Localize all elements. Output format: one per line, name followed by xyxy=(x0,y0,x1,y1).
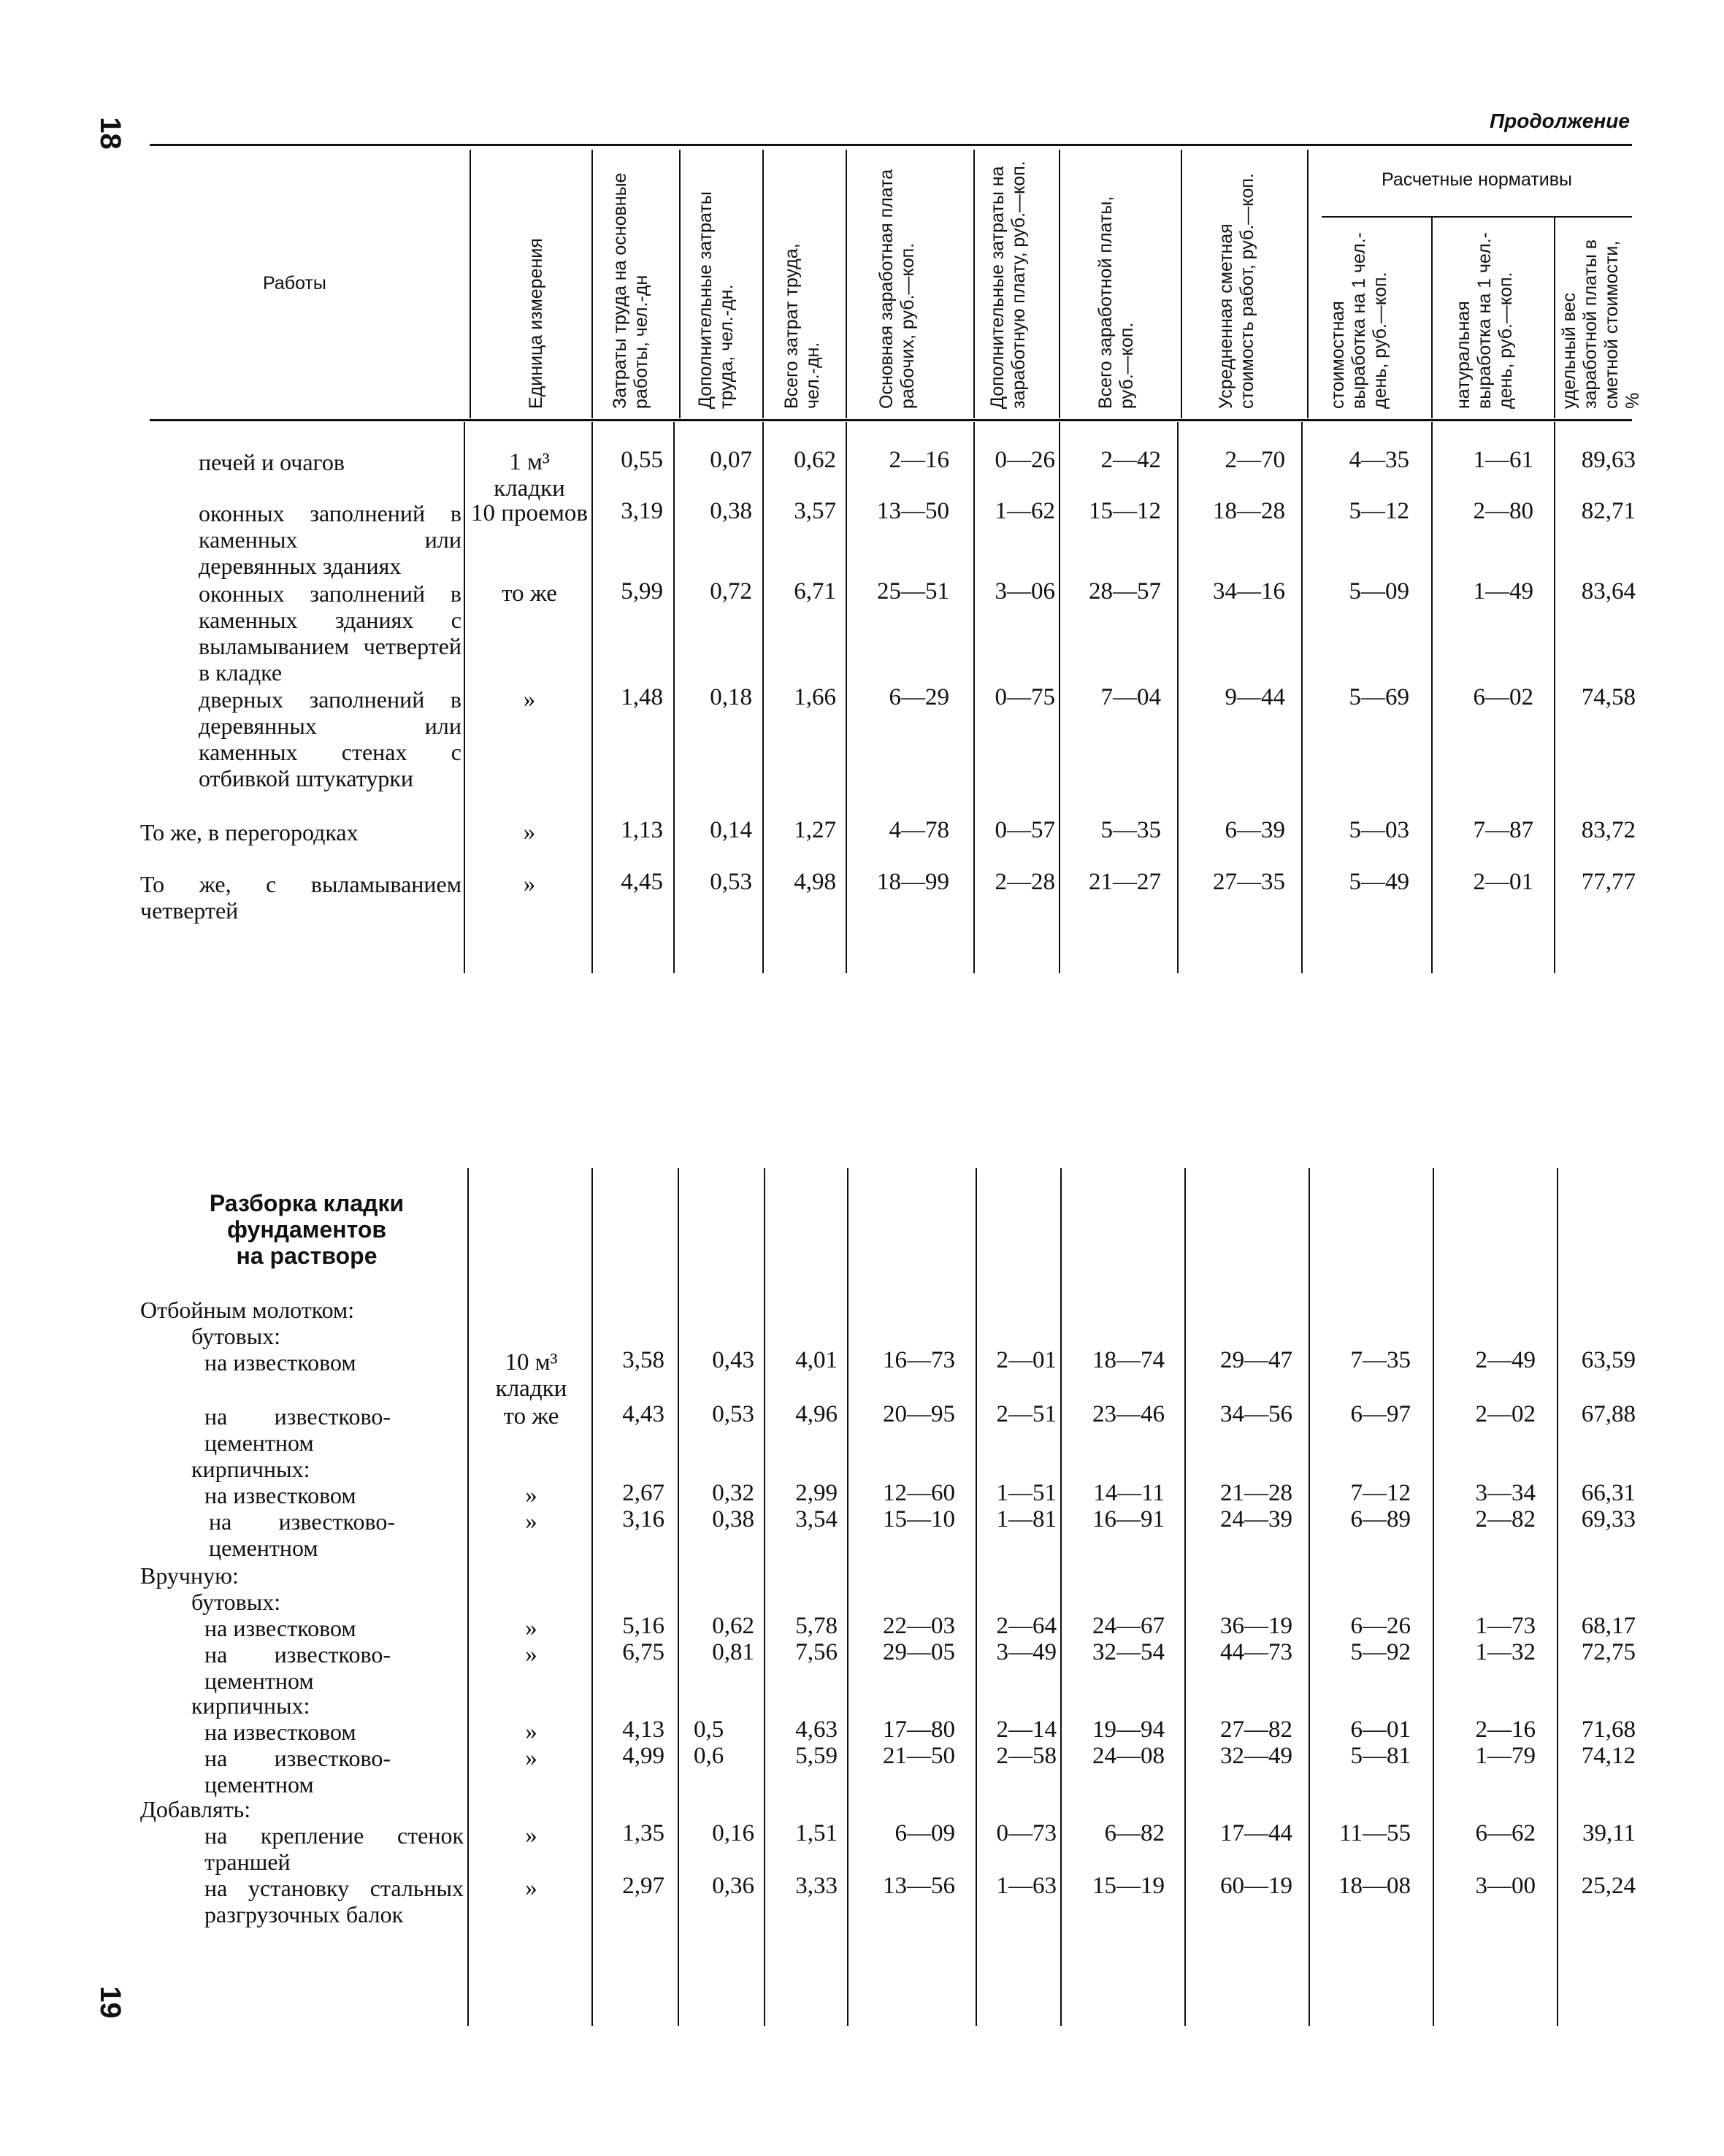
cell-labor-add: 0,14 xyxy=(710,817,752,843)
section-title xyxy=(183,1190,431,1269)
cell-norm-share: 89,63 xyxy=(1581,447,1636,473)
unit-cell: » xyxy=(525,1641,537,1668)
cell-norm-nat: 7—87 xyxy=(1473,817,1533,843)
cell-labor-main: 5,16 xyxy=(622,1613,664,1639)
group-label: Добавлять: xyxy=(140,1796,251,1822)
subgroup-label: кирпичных: xyxy=(191,1692,310,1719)
cell-labor-total: 4,01 xyxy=(795,1347,838,1373)
cell-wage-total: 24—08 xyxy=(1092,1743,1165,1769)
col-sep xyxy=(976,1168,977,2026)
cell-labor-main: 3,19 xyxy=(621,498,663,524)
unit-cell: » xyxy=(525,1615,537,1641)
work-label: на известковом xyxy=(204,1719,356,1745)
header-wage-total: Всего заработной платы, руб.—коп. xyxy=(1095,196,1137,409)
header-unit: Единица измерения xyxy=(526,238,546,409)
cell-labor-add-wage: 0—75 xyxy=(995,684,1055,710)
header-labor-add-wage: Дополнительные затраты на заработную плату, руб.—коп. xyxy=(987,161,1029,409)
cell-wage-main: 15—10 xyxy=(883,1506,955,1532)
unit-cell: » xyxy=(523,819,536,845)
cell-norm-share: 82,71 xyxy=(1581,498,1636,524)
cell-wage-total: 18—74 xyxy=(1092,1347,1165,1373)
cell-labor-total: 4,63 xyxy=(795,1716,838,1743)
cell-labor-add: 0,18 xyxy=(710,684,752,710)
cell-wage-total: 28—57 xyxy=(1089,578,1161,605)
page-number-right: 19 xyxy=(93,1986,126,2019)
cell-labor-add-wage: 2—28 xyxy=(995,869,1055,895)
cell-norm-nat: 2—02 xyxy=(1475,1401,1536,1427)
cell-labor-add: 0,72 xyxy=(710,578,752,605)
cell-norm-share: 83,64 xyxy=(1581,578,1636,605)
col-sep xyxy=(678,1168,679,2026)
cell-labor-add-wage: 0—57 xyxy=(995,817,1055,843)
work-label: дверных заполнений в деревянных или каменных стенах с отбивкой штукатурки xyxy=(199,686,461,791)
cell-labor-main: 1,35 xyxy=(622,1820,664,1846)
cell-wage-main: 25—51 xyxy=(877,578,949,605)
cell-labor-total: 1,51 xyxy=(795,1820,838,1846)
col-sep xyxy=(762,422,764,973)
subgroup-label: бутовых: xyxy=(191,1323,281,1349)
cell-labor-add-wage: 0—73 xyxy=(996,1820,1057,1846)
cell-labor-add: 0,5 xyxy=(694,1716,724,1743)
cell-norm-share: 71,68 xyxy=(1581,1716,1636,1743)
work-label: оконных заполнений в каменных зданиях с выламыванием четвертей в кладке xyxy=(199,580,461,686)
cell-norm-share: 66,31 xyxy=(1581,1480,1636,1506)
cell-norm-cost: 4—35 xyxy=(1349,447,1409,473)
cell-wage-total: 6—82 xyxy=(1104,1820,1165,1846)
cell-norm-nat: 6—62 xyxy=(1475,1820,1536,1846)
cell-wage-main: 6—09 xyxy=(894,1820,955,1846)
col-sep xyxy=(591,1168,593,2026)
cell-wage-main: 16—73 xyxy=(883,1347,955,1373)
cell-norm-cost: 5—09 xyxy=(1349,578,1409,605)
cell-labor-add: 0,43 xyxy=(712,1347,754,1373)
unit-cell: » xyxy=(523,686,536,713)
cell-labor-main: 2,97 xyxy=(622,1873,664,1899)
cell-wage-total: 21—27 xyxy=(1089,869,1161,895)
subgroup-label: бутовых: xyxy=(191,1589,281,1615)
header-sep xyxy=(679,150,681,418)
cell-wage-total: 14—11 xyxy=(1093,1480,1165,1506)
cell-labor-total: 5,59 xyxy=(795,1743,838,1769)
cell-norm-share: 25,24 xyxy=(1581,1873,1636,1899)
cell-labor-add: 0,07 xyxy=(710,447,752,473)
cell-labor-add-wage: 1—63 xyxy=(996,1873,1057,1899)
cell-labor-add: 0,81 xyxy=(712,1639,754,1665)
work-label: печей и очагов xyxy=(199,449,345,475)
cell-norm-share: 72,75 xyxy=(1581,1639,1636,1665)
section-title-line: на растворе xyxy=(236,1243,378,1269)
unit-cell: то же xyxy=(503,1403,559,1430)
header-sep xyxy=(1554,218,1555,418)
cell-avg-cost: 27—82 xyxy=(1220,1716,1292,1743)
header-wage-main: Основная заработная плата рабочих, руб.—коп. xyxy=(876,169,918,409)
cell-labor-add-wage: 1—51 xyxy=(996,1480,1057,1506)
unit-cell: 10 проемов xyxy=(471,500,588,526)
work-label: на известково-цементном xyxy=(204,1641,391,1694)
cell-labor-add: 0,32 xyxy=(712,1480,754,1506)
cell-labor-main: 4,43 xyxy=(622,1401,664,1427)
unit-cell: » xyxy=(525,1822,537,1849)
col-sep xyxy=(1433,1168,1434,2026)
cell-avg-cost: 44—73 xyxy=(1220,1639,1292,1665)
header-sep xyxy=(973,150,975,418)
cell-norm-share: 74,12 xyxy=(1581,1743,1636,1769)
col-sep xyxy=(847,1168,848,2026)
group-label: Вручную: xyxy=(140,1562,239,1589)
cell-avg-cost: 29—47 xyxy=(1220,1347,1292,1373)
cell-labor-add-wage: 2—01 xyxy=(996,1347,1057,1373)
cell-labor-total: 4,96 xyxy=(795,1401,838,1427)
header-avg-cost: Усредненная сметная стоимость работ, руб.—коп. xyxy=(1216,173,1257,409)
cell-wage-main: 4—78 xyxy=(889,817,949,843)
cell-labor-total: 1,27 xyxy=(794,817,836,843)
cell-labor-total: 3,57 xyxy=(794,498,836,524)
cell-avg-cost: 36—19 xyxy=(1220,1613,1292,1639)
cell-norm-cost: 6—97 xyxy=(1350,1401,1411,1427)
cell-labor-main: 3,58 xyxy=(622,1347,664,1373)
cell-norm-nat: 2—49 xyxy=(1475,1347,1536,1373)
work-label: То же, с выламыванием четвертей xyxy=(140,871,461,924)
cell-wage-total: 24—67 xyxy=(1092,1613,1165,1639)
col-sep xyxy=(1184,1168,1186,2026)
header-labor-total: Всего затрат труда, чел.-дн. xyxy=(781,243,823,409)
header-labor-main: Затраты труда на основные работы, чел.-дн xyxy=(610,172,651,409)
cell-labor-add-wage: 3—06 xyxy=(995,578,1055,605)
cell-norm-cost: 5—49 xyxy=(1349,869,1409,895)
cell-wage-main: 6—29 xyxy=(889,684,949,710)
cell-avg-cost: 60—19 xyxy=(1220,1873,1292,1899)
cell-wage-main: 20—95 xyxy=(883,1401,955,1427)
cell-labor-main: 0,55 xyxy=(621,447,663,473)
cell-norm-nat: 1—61 xyxy=(1473,447,1533,473)
cell-avg-cost: 6—39 xyxy=(1225,817,1285,843)
unit-cell: то же xyxy=(502,580,557,607)
norms-rule xyxy=(1322,216,1632,218)
cell-wage-total: 23—46 xyxy=(1092,1401,1165,1427)
cell-norm-share: 74,58 xyxy=(1581,684,1636,710)
header-sep xyxy=(762,150,764,418)
cell-labor-add-wage: 2—64 xyxy=(996,1613,1057,1639)
cell-labor-total: 1,66 xyxy=(794,684,836,710)
cell-labor-total: 0,62 xyxy=(794,447,836,473)
col-sep xyxy=(973,422,975,973)
cell-wage-total: 16—91 xyxy=(1092,1506,1165,1532)
work-label: на известково-цементном xyxy=(204,1403,391,1456)
cell-labor-main: 1,48 xyxy=(621,684,663,710)
cell-norm-share: 63,59 xyxy=(1581,1347,1636,1373)
cell-labor-total: 2,99 xyxy=(795,1480,838,1506)
cell-wage-main: 22—03 xyxy=(883,1613,955,1639)
cell-wage-total: 19—94 xyxy=(1092,1716,1165,1743)
cell-avg-cost: 21—28 xyxy=(1220,1480,1292,1506)
unit-cell: 1 м³ кладки xyxy=(494,449,565,502)
cell-norm-cost: 6—89 xyxy=(1350,1506,1411,1532)
cell-labor-add-wage: 0—26 xyxy=(995,447,1055,473)
work-label: на известковом xyxy=(204,1482,356,1508)
cell-norm-nat: 2—16 xyxy=(1475,1716,1536,1743)
section-title-line: Разборка кладки xyxy=(209,1190,405,1216)
cell-labor-total: 7,56 xyxy=(795,1639,838,1665)
cell-labor-add-wage: 2—14 xyxy=(996,1716,1057,1743)
header-norms: Расчетные нормативы xyxy=(1382,169,1572,190)
cell-avg-cost: 27—35 xyxy=(1213,869,1285,895)
cell-wage-total: 15—19 xyxy=(1092,1873,1165,1899)
cell-norm-nat: 1—73 xyxy=(1475,1613,1536,1639)
cell-avg-cost: 9—44 xyxy=(1225,684,1285,710)
unit-cell: » xyxy=(525,1745,537,1771)
cell-labor-main: 5,99 xyxy=(621,578,663,605)
cell-labor-add: 0,62 xyxy=(712,1613,754,1639)
col-sep xyxy=(464,422,465,973)
cell-labor-add: 0,6 xyxy=(694,1743,724,1769)
cell-norm-cost: 5—92 xyxy=(1350,1639,1411,1665)
col-sep xyxy=(764,1168,765,2026)
work-label: То же, в перегородках xyxy=(140,819,359,845)
cell-avg-cost: 17—44 xyxy=(1220,1820,1292,1846)
col-sep xyxy=(1177,422,1179,973)
cell-norm-cost: 18—08 xyxy=(1338,1873,1411,1899)
col-sep xyxy=(467,1168,469,2026)
cell-norm-nat: 2—01 xyxy=(1473,869,1533,895)
work-label: на известково-цементном xyxy=(204,1745,391,1798)
unit-cell: » xyxy=(523,871,536,897)
cell-labor-add: 0,38 xyxy=(710,498,752,524)
cell-norm-share: 69,33 xyxy=(1581,1506,1636,1532)
col-sep xyxy=(1557,1168,1558,2026)
col-sep xyxy=(1060,1168,1062,2026)
unit-cell: 10 м³ кладки xyxy=(495,1349,567,1402)
header-norm-share: удельный вес заработной платы в сметной стоимости, % xyxy=(1559,239,1643,409)
work-label: на известковом xyxy=(204,1349,356,1376)
col-sep xyxy=(1301,422,1303,973)
unit-cell: » xyxy=(525,1719,537,1745)
cell-norm-cost: 5—12 xyxy=(1349,498,1409,524)
cell-norm-nat: 1—79 xyxy=(1475,1743,1536,1769)
cell-wage-main: 17—80 xyxy=(883,1716,955,1743)
cell-wage-main: 13—50 xyxy=(877,498,949,524)
header-bottom-rule xyxy=(150,419,1632,421)
cell-labor-main: 3,16 xyxy=(622,1506,664,1532)
cell-labor-add-wage: 1—81 xyxy=(996,1506,1057,1532)
cell-norm-cost: 11—55 xyxy=(1339,1820,1411,1846)
cell-avg-cost: 18—28 xyxy=(1213,498,1285,524)
col-sep xyxy=(1431,422,1433,973)
cell-labor-add: 0,36 xyxy=(712,1873,754,1899)
cell-norm-nat: 6—02 xyxy=(1473,684,1533,710)
page-number-left: 18 xyxy=(93,117,126,150)
cell-norm-nat: 2—80 xyxy=(1473,498,1533,524)
work-label: на известково-цементном xyxy=(209,1508,395,1561)
cell-norm-share: 39,11 xyxy=(1582,1820,1636,1846)
cell-norm-nat: 3—00 xyxy=(1475,1873,1536,1899)
cell-norm-nat: 3—34 xyxy=(1475,1480,1536,1506)
header-sep xyxy=(470,150,471,418)
header-works: Работы xyxy=(263,273,326,294)
subgroup-label: кирпичных: xyxy=(191,1456,310,1482)
group-label: Отбойным молотком: xyxy=(140,1297,355,1323)
cell-norm-nat: 1—49 xyxy=(1473,578,1533,605)
cell-avg-cost: 2—70 xyxy=(1225,447,1285,473)
cell-labor-total: 3,54 xyxy=(795,1506,838,1532)
cell-norm-cost: 5—03 xyxy=(1349,817,1409,843)
cell-labor-main: 2,67 xyxy=(622,1480,664,1506)
header-norm-cost: стоимостная выработка на 1 чел.-день, руб.—коп. xyxy=(1328,232,1390,409)
cell-norm-cost: 7—12 xyxy=(1350,1480,1411,1506)
cell-norm-cost: 5—69 xyxy=(1349,684,1409,710)
unit-cell: » xyxy=(525,1875,537,1901)
cell-labor-main: 4,99 xyxy=(622,1743,664,1769)
cell-norm-share: 67,88 xyxy=(1581,1401,1636,1427)
cell-norm-cost: 6—26 xyxy=(1350,1613,1411,1639)
cell-wage-total: 32—54 xyxy=(1092,1639,1165,1665)
cell-labor-total: 3,33 xyxy=(795,1873,838,1899)
cell-wage-main: 12—60 xyxy=(883,1480,955,1506)
cell-wage-total: 5—35 xyxy=(1100,817,1161,843)
cell-labor-add-wage: 3—49 xyxy=(996,1639,1057,1665)
header-sep xyxy=(591,150,593,418)
cell-labor-add: 0,38 xyxy=(712,1506,754,1532)
cell-labor-main: 4,13 xyxy=(622,1716,664,1743)
header-norm-nat: натуральная выработка на 1 чел.-день, руб.—коп. xyxy=(1453,232,1516,409)
work-label: на крепление стенок траншей xyxy=(204,1822,464,1875)
cell-norm-cost: 5—81 xyxy=(1350,1743,1411,1769)
cell-wage-main: 18—99 xyxy=(877,869,949,895)
cell-labor-add: 0,53 xyxy=(712,1401,754,1427)
cell-avg-cost: 24—39 xyxy=(1220,1506,1292,1532)
work-label: на установку стальных разгрузочных балок xyxy=(204,1875,464,1927)
cell-labor-main: 6,75 xyxy=(622,1639,664,1665)
work-label: на известковом xyxy=(204,1615,356,1641)
cell-labor-total: 5,78 xyxy=(795,1613,838,1639)
cell-labor-add-wage: 2—51 xyxy=(996,1401,1057,1427)
unit-cell: » xyxy=(525,1482,537,1508)
header-sep xyxy=(846,150,847,418)
cell-norm-share: 77,77 xyxy=(1581,869,1636,895)
cell-wage-main: 13—56 xyxy=(883,1873,955,1899)
col-sep xyxy=(1309,1168,1310,2026)
cell-avg-cost: 34—56 xyxy=(1220,1401,1292,1427)
col-sep xyxy=(1059,422,1060,973)
cell-norm-nat: 2—82 xyxy=(1475,1506,1536,1532)
header-sep xyxy=(1181,150,1182,418)
cell-norm-share: 68,17 xyxy=(1581,1613,1636,1639)
col-sep xyxy=(673,422,675,973)
cell-norm-cost: 6—01 xyxy=(1350,1716,1411,1743)
cell-avg-cost: 32—49 xyxy=(1220,1743,1292,1769)
cell-norm-nat: 1—32 xyxy=(1475,1639,1536,1665)
cell-labor-add: 0,16 xyxy=(712,1820,754,1846)
header-labor-add: Дополнительные затраты труда, чел.-дн. xyxy=(695,191,737,409)
cell-norm-share: 83,72 xyxy=(1581,817,1636,843)
cell-wage-main: 21—50 xyxy=(883,1743,955,1769)
cell-labor-add-wage: 1—62 xyxy=(995,498,1055,524)
cell-wage-main: 29—05 xyxy=(883,1639,955,1665)
cell-avg-cost: 34—16 xyxy=(1213,578,1285,605)
cell-labor-main: 1,13 xyxy=(621,817,663,843)
cell-norm-cost: 7—35 xyxy=(1350,1347,1411,1373)
cell-wage-main: 2—16 xyxy=(889,447,949,473)
cell-labor-total: 6,71 xyxy=(794,578,836,605)
header-sep xyxy=(1059,150,1060,418)
work-label: оконных заполнений в каменных или деревянных зданиях xyxy=(199,500,461,579)
continuation-label: Продолжение xyxy=(1490,110,1630,132)
cell-labor-main: 4,45 xyxy=(621,869,663,895)
cell-wage-total: 2—42 xyxy=(1100,447,1161,473)
unit-cell: » xyxy=(525,1508,537,1535)
col-sep xyxy=(591,422,593,973)
cell-wage-total: 7—04 xyxy=(1100,684,1161,710)
cell-labor-add: 0,53 xyxy=(710,869,752,895)
header-sep xyxy=(1431,218,1433,418)
cell-labor-add-wage: 2—58 xyxy=(996,1743,1057,1769)
header-sep xyxy=(1307,150,1309,418)
col-sep xyxy=(846,422,847,973)
cell-labor-total: 4,98 xyxy=(794,869,836,895)
cell-wage-total: 15—12 xyxy=(1089,498,1161,524)
section-title-line: фундаментов xyxy=(226,1216,387,1243)
